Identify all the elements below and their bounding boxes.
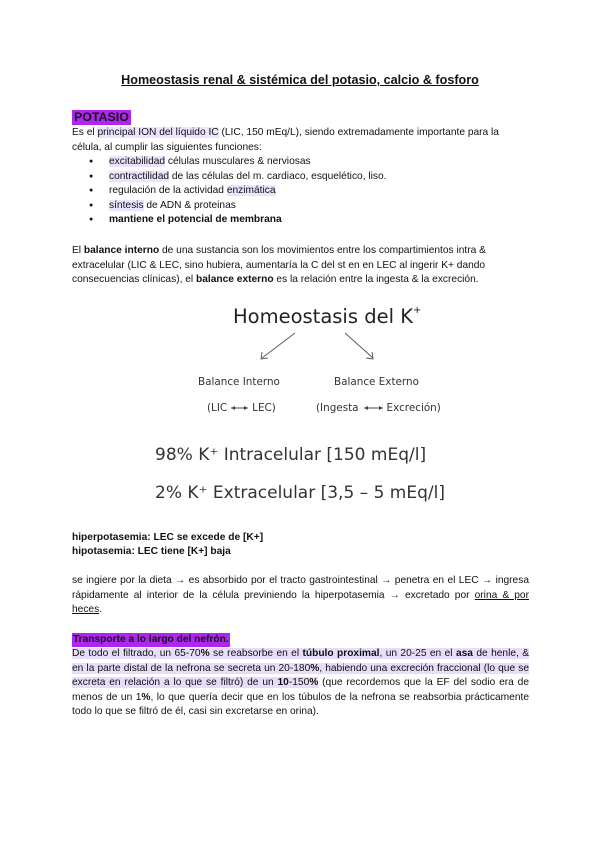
transport-heading: Transporte a lo largo del nefrón. [73, 634, 229, 645]
transport-paragraph: De todo el filtrado, un 65-70% se reabsorbe en el túbulo proximal, un 20-25 en el asa de henle, & en la parte distal de la nefrona se secreta un 20-180%, habiendo una excreción fraccional (lo que se excreta en relación a lo que se filtró) de un 10-150% (que recordemos que la EF del sodio era de menos de un 1%, lo que quería decir que en los túbulos de la nefrona se reabsorbia prácticamente todo lo que se filtró de él, casi sin excretarse en orina). [72, 648, 530, 718]
list-item: ● excitabilidad células musculares & nerviosas [72, 155, 386, 170]
list-item: ● contractilidad de las células del m. cardiaco, esquelético, liso. [72, 170, 386, 185]
list-item: ● regulación de la actividad enzimática [72, 184, 386, 199]
homeostasis-diagram [150, 300, 480, 512]
intracellular-line: 98% K⁺ Intracelular [150 mEq/l] [155, 445, 427, 465]
highlight-principal-ion: principal ION del líquido IC [97, 127, 219, 138]
hiperpotasemia-definition: hiperpotasemia: LEC se excede de [K+] [72, 532, 264, 543]
balance-externo-label: Balance Externo [334, 376, 419, 388]
diagram-title: Homeostasis del K+ [233, 305, 422, 328]
list-item: ● mantiene el potencial de membrana [72, 213, 386, 228]
document-title: Homeostasis renal & sistémica del potasio, calcio & fosforo [121, 73, 479, 87]
balance-paragraph: El balance interno de una sustancia son los movimientos entre los compartimientos intra & extracelular (LIC & LEC, sino hubiera, aumentaría la C del st en en LEC al ingerir K+ dando consecuencias clínicas), el balance externo es la relación entre la ingesta & la excreción. [72, 245, 486, 286]
flow-paragraph: se ingiere por la dieta → es absorbido por el tracto gastrointestinal → penetra en el LEC → ingresa rápidamente al interior de la célula previniendo la hiperpotasemia → excretado por orina & por heces. [72, 575, 529, 616]
list-item: ● síntesis de ADN & proteinas [72, 199, 386, 214]
extracellular-line: 2% K⁺ Extracelular [3,5 – 5 mEq/l] [155, 483, 445, 503]
section-heading-potasio: POTASIO [74, 110, 129, 124]
balance-interno-label: Balance Interno [198, 376, 280, 388]
intro-paragraph: Es el principal ION del líquido IC (LIC, 150 mEq/L), siendo extremadamente importante para la célula, al cumplir las siguientes funciones: [72, 127, 499, 153]
hipotasemia-definition: hipotasemia: LEC tiene [K+] baja [72, 546, 231, 557]
functions-list [72, 155, 386, 228]
lic-lec-label: (LIC LEC) [207, 402, 276, 414]
ingesta-excrecion-label: (Ingesta Excreción) [316, 402, 441, 414]
